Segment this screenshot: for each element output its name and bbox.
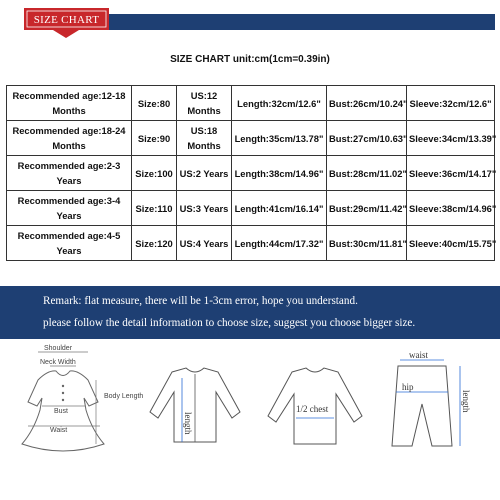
table-cell: Sleeve:34cm/13.39" [407,121,495,156]
table-cell: Sleeve:40cm/15.75" [407,226,495,261]
table-cell: Recommended age:18-24 Months [7,121,132,156]
table-cell: Sleeve:36cm/14.17" [407,156,495,191]
dress-neck-label: Neck Width [40,359,76,366]
table-cell: Bust:29cm/11.42" [327,191,407,226]
table-cell: Sleeve:32cm/12.6" [407,86,495,121]
table-cell: US:2 Years [177,156,232,191]
table-cell: Bust:27cm/10.63" [327,121,407,156]
dress-diagram [22,345,143,451]
table-cell: Length:41cm/16.14" [232,191,327,226]
measurement-diagrams [0,340,500,500]
table-cell: Recommended age:12-18 Months [7,86,132,121]
table-cell: US:3 Years [177,191,232,226]
table-cell: Bust:28cm/11.02" [327,156,407,191]
size-table [6,85,495,261]
pants-diagram [392,350,471,446]
badge-label: SIZE CHART [33,14,100,26]
table-cell: Length:44cm/17.32" [232,226,327,261]
table-cell: US:12 Months [177,86,232,121]
table-cell: Length:32cm/12.6" [232,86,327,121]
table-row [7,191,495,226]
table-cell: US:4 Years [177,226,232,261]
table-cell: US:18 Months [177,121,232,156]
table-cell: Length:38cm/14.96" [232,156,327,191]
shirt-diagram [150,368,240,442]
remark-line-2: please follow the detail information to choose size, suggest you choose bigger size. [43,317,416,329]
table-row [7,86,495,121]
table-row [7,156,495,191]
sweater-diagram [268,368,362,444]
dress-waist-label: Waist [50,427,68,434]
pants-hip-label: hip [402,382,414,392]
pants-length-label: length [461,390,471,413]
table-cell: Size:80 [132,86,177,121]
remark-line-1: Remark: flat measure, there will be 1-3cm error, hope you understand. [43,295,358,307]
remark-band [0,286,500,339]
pants-waist-label: waist [409,350,428,360]
table-cell: Size:100 [132,156,177,191]
table-cell: Recommended age:3-4 Years [7,191,132,226]
table-cell: Sleeve:38cm/14.96" [407,191,495,226]
table-cell: Length:35cm/13.78" [232,121,327,156]
table-cell: Size:90 [132,121,177,156]
table-row [7,226,495,261]
table-cell: Recommended age:2-3 Years [7,156,132,191]
table-row [7,121,495,156]
dress-bust-label: Bust [54,408,69,415]
shirt-length-label: length [183,412,193,435]
table-cell: Size:110 [132,191,177,226]
table-cell: Bust:26cm/10.24" [327,86,407,121]
sweater-chest-label: 1/2 chest [296,404,329,414]
table-cell: Bust:30cm/11.81" [327,226,407,261]
table-cell: Recommended age:4-5 Years [7,226,132,261]
page-title: SIZE CHART unit:cm(1cm=0.39in) [170,54,330,65]
dress-length-label: Body Length [104,393,144,400]
dress-shoulder-label: Shoulder [44,345,73,352]
table-cell: Size:120 [132,226,177,261]
